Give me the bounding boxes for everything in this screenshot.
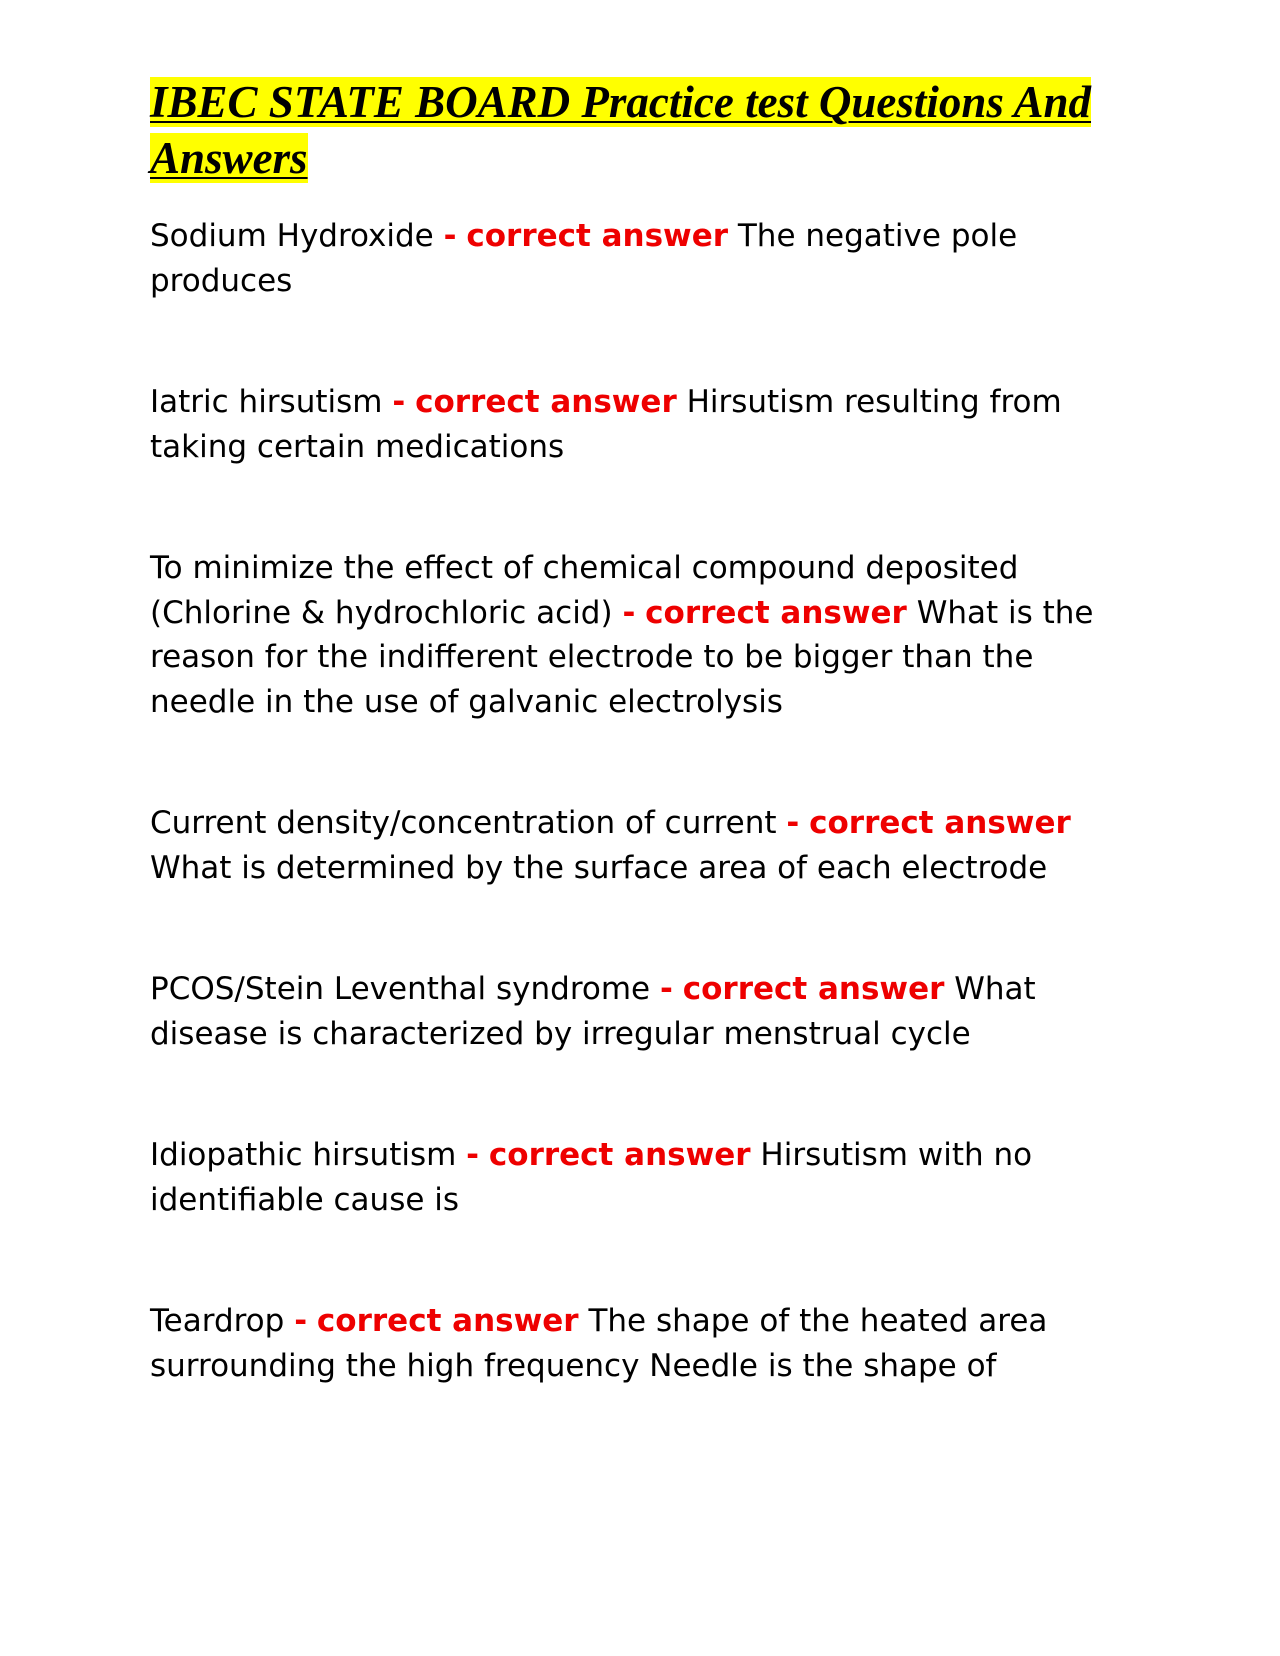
qa-answer-marker: correct answer	[316, 1303, 579, 1339]
qa-term: To minimize the effect of chemical compound deposited (Chlorine & hydrochloric acid)	[150, 550, 1019, 631]
qa-term: Idiopathic hirsutism	[150, 1137, 457, 1173]
qa-term: Sodium Hydroxide	[150, 218, 434, 254]
qa-separator: -	[660, 971, 673, 1007]
qa-term: Iatric hirsutism	[150, 384, 383, 420]
qa-separator: -	[786, 805, 800, 841]
qa-definition: What is determined by the surface area of each electrode	[150, 849, 1048, 886]
qa-term: Current density/concentration of current	[150, 805, 777, 841]
qa-definition: The negative pole produces	[150, 218, 1018, 299]
document-page	[150, 74, 1130, 1465]
document-title	[150, 74, 1130, 186]
qa-item	[150, 380, 1130, 469]
qa-item	[150, 1133, 1130, 1222]
qa-item	[150, 214, 1130, 303]
qa-definition: The shape of the heated area surrounding the high frequency Needle is the shape of	[150, 1303, 1048, 1384]
qa-separator: -	[443, 218, 457, 254]
qa-separator: -	[294, 1303, 308, 1339]
qa-definition: Hirsutism with no identifiable cause is	[150, 1137, 1033, 1218]
title-highlight: IBEC STATE BOARD Practice test Questions And Answers	[150, 77, 1092, 183]
qa-item	[150, 1299, 1130, 1388]
qa-term: PCOS/Stein Leventhal syndrome	[150, 971, 651, 1007]
qa-list	[150, 214, 1130, 1388]
qa-answer-marker: correct answer	[488, 1137, 751, 1173]
qa-separator: -	[466, 1137, 480, 1173]
qa-item	[150, 801, 1130, 890]
qa-answer-marker: correct answer	[682, 971, 945, 1007]
qa-answer-marker: correct answer	[466, 218, 729, 254]
qa-answer-marker: correct answer	[645, 594, 907, 631]
qa-separator: -	[392, 384, 406, 420]
qa-separator: -	[622, 594, 636, 631]
qa-definition: What disease is characterized by irregular menstrual cycle	[150, 971, 1036, 1052]
qa-answer-marker: correct answer	[809, 805, 1071, 841]
qa-item	[150, 967, 1130, 1056]
qa-definition: What is the reason for the indifferent electrode to be bigger than the needle in the use of galvanic electrolysis	[150, 594, 1094, 720]
qa-definition: Hirsutism resulting from taking certain medications	[150, 384, 1062, 465]
qa-item	[150, 546, 1130, 724]
qa-term: Teardrop	[150, 1303, 285, 1339]
qa-answer-marker: correct answer	[415, 384, 677, 420]
